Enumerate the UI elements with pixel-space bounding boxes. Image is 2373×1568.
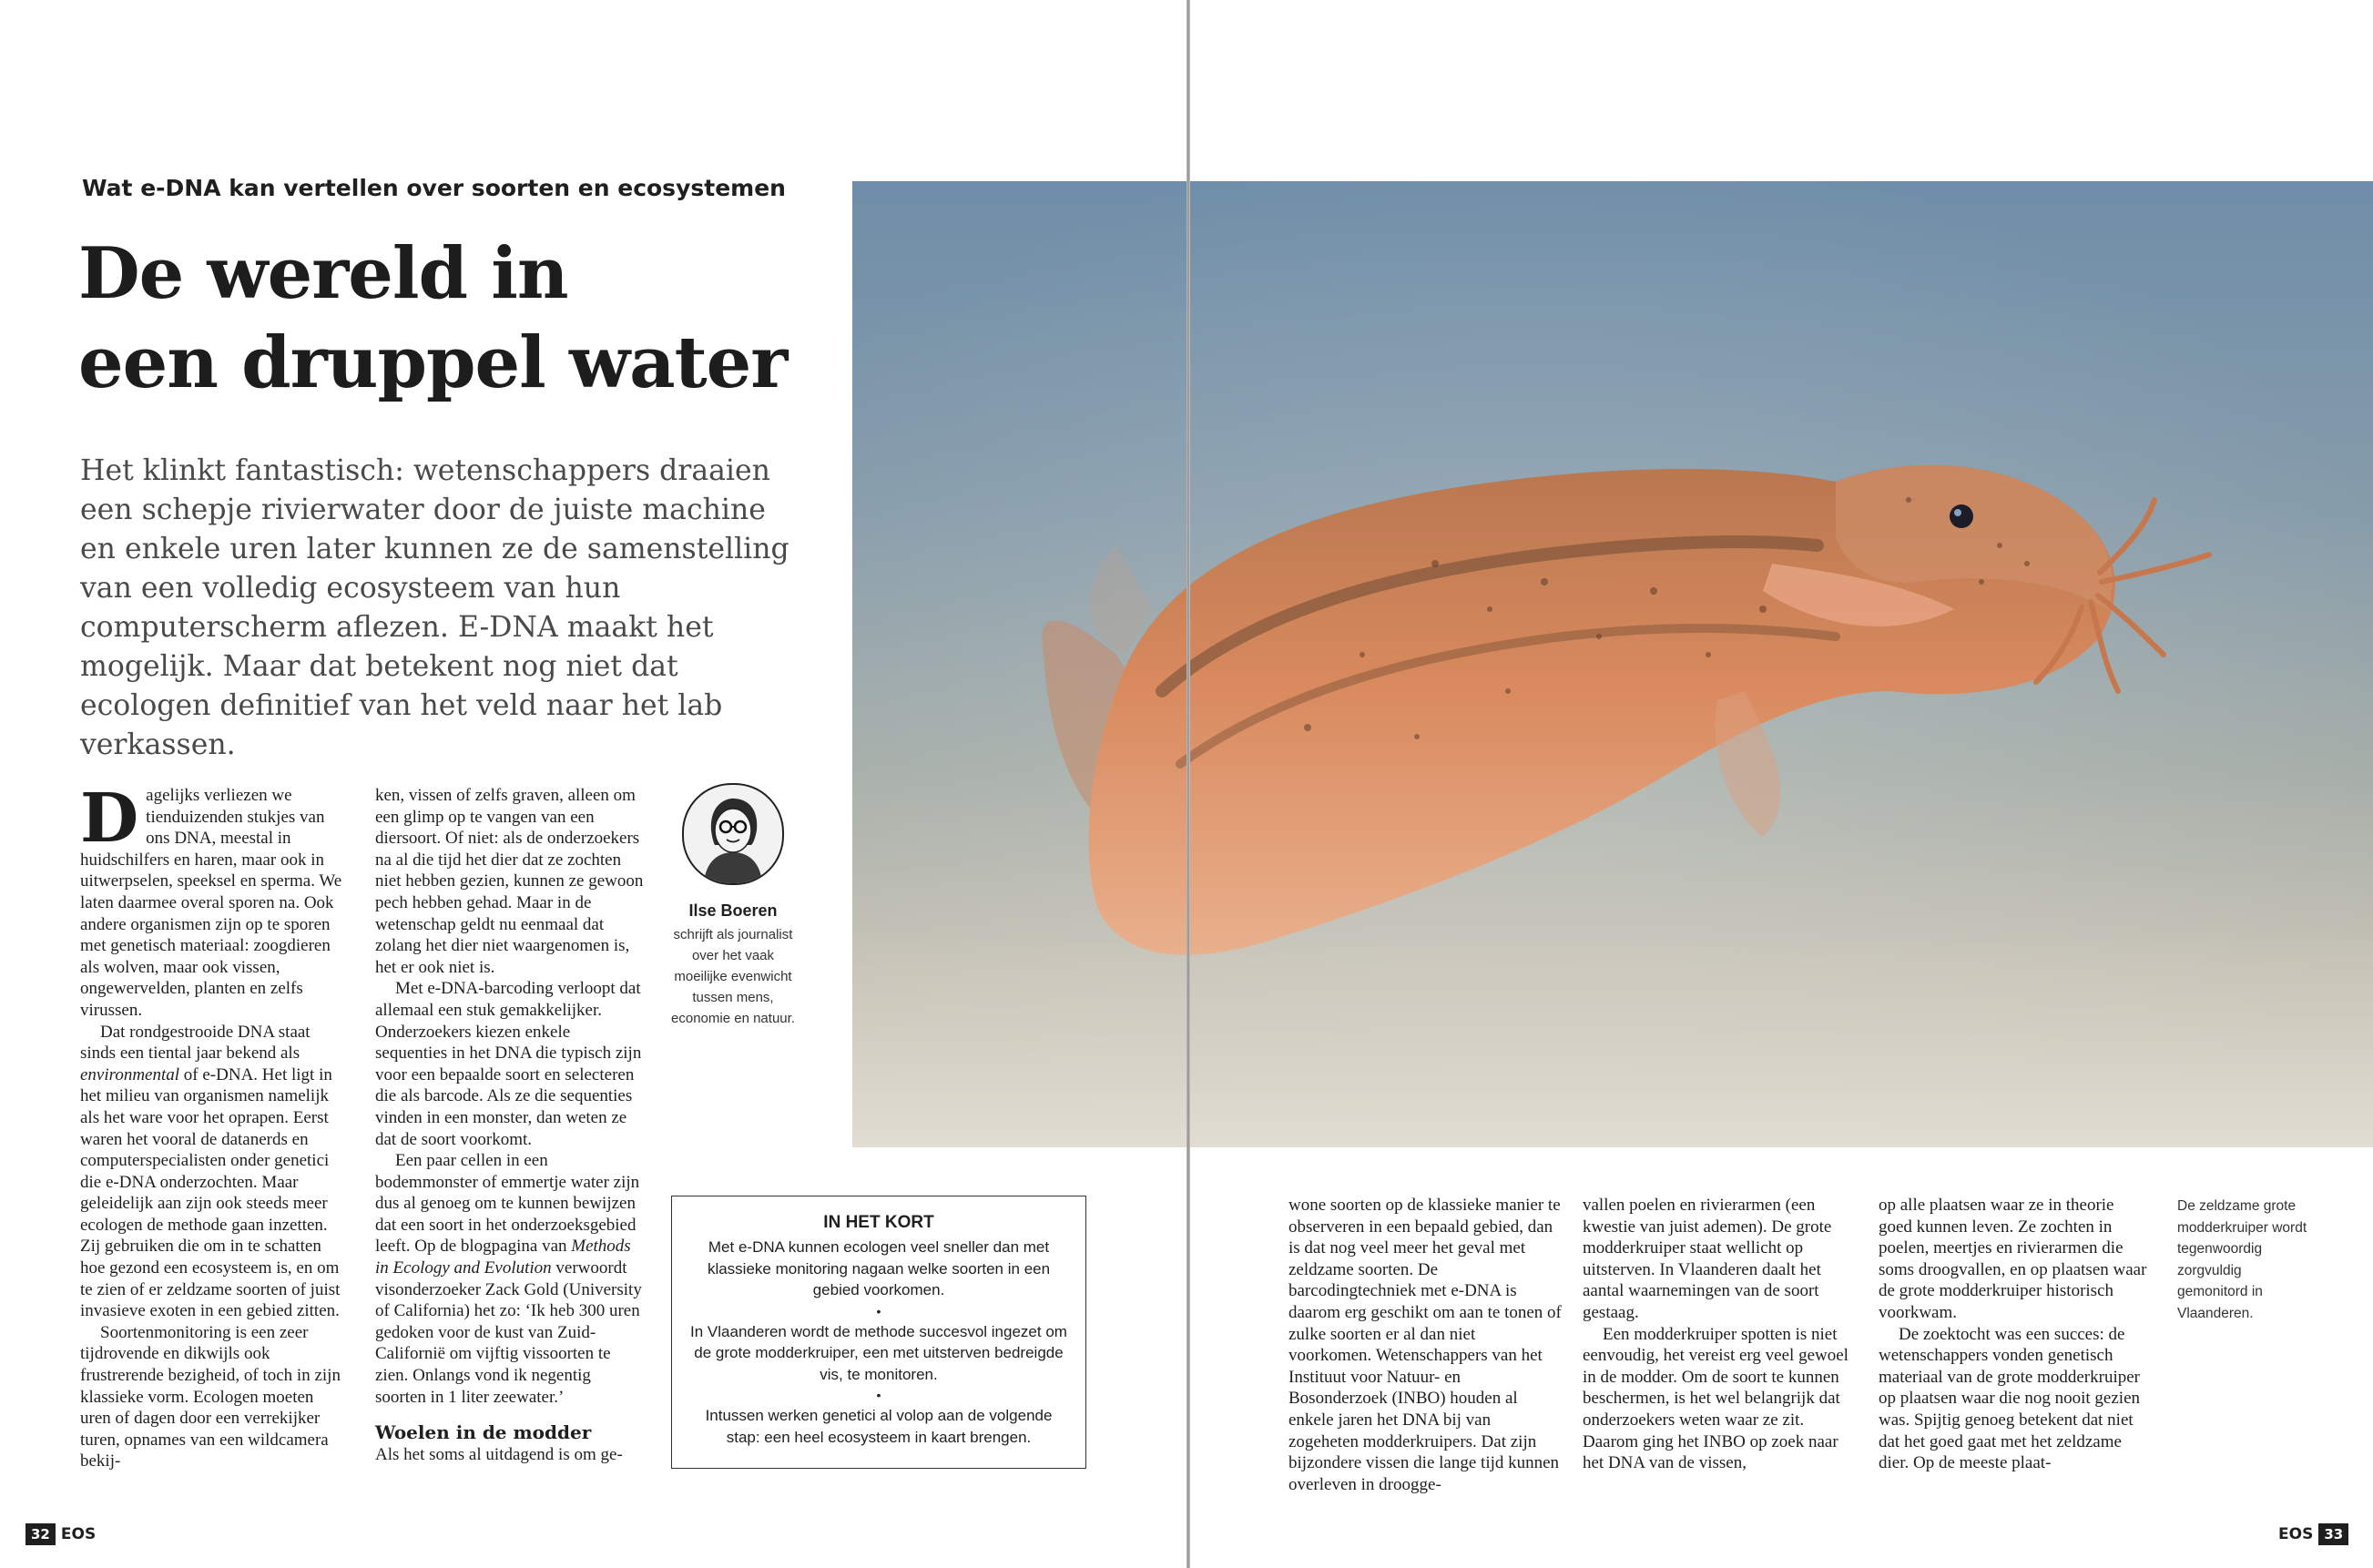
author-avatar (682, 783, 784, 885)
folio-left (25, 1523, 96, 1545)
paragraph: vallen poelen en rivierarmen (een kwestie van juist ademen). De grote modderkruiper staat wellicht op uitsterven. In Vlaanderen daalt het aantal waarnemingen van de soort gestaag. (1583, 1196, 1832, 1322)
fish-photo (852, 181, 2373, 1147)
author-portrait-icon (684, 785, 782, 883)
paragraph: Een modderkruiper spotten is niet eenvoudig, het vereist erg veel gewoel in de modder. Om de soort te kunnen beschermen, is het wel belangrijk dat onderzoekers weten waar ze zit. Daarom ging het INBO op zoek naar het DNA van de vissen, (1583, 1324, 1848, 1473)
author-bio: schrijft als journalist over het vaak moeilijke evenwicht tussen mens, economie en natuur. (671, 927, 795, 1026)
section-subhead: Woelen in de modder (375, 1421, 592, 1444)
author-name: Ilse Boeren (688, 901, 778, 920)
summary-item: In Vlaanderen wordt de methode succesvol ingezet om de grote modderkruiper, een met uitsterven bedreigde vis, te monitoren. (690, 1322, 1067, 1383)
summary-box-title: IN HET KORT (823, 1213, 934, 1232)
paragraph: Dagelijks verliezen we tienduizenden stukjes van ons DNA, meestal in huidschilfers en haren, maar ook in uitwerpselen, speeksel en sperma. We laten daarmee overal sporen na. Ook andere organismen zijn op te sporen met genetisch materiaal: zoogdieren als wolven, maar ook vissen, ongewervelden, planten en zelfs virussen. (80, 779, 342, 1020)
page-number: 33 (2318, 1523, 2348, 1545)
article-lead: Het klinkt fantastisch: wetenschappers draaien een schepje rivierwater door de juiste machine en enkele uren later kunnen ze de samenstelling van een volledig ecosysteem van hun computerscherm aflezen. E-DNA maakt het mogelijk. Maar dat betekent nog niet dat ecologen definitief van het veld naar het lab verkassen. (80, 454, 789, 761)
magazine-name: EOS (2278, 1525, 2314, 1543)
summary-item: Intussen werken genetici al volop aan de volgende stap: een heel ecosysteem in kaart brengen. (705, 1407, 1053, 1446)
body-column-2 (375, 785, 644, 1466)
bullet-separator: • (876, 1303, 881, 1319)
photo-caption: De zeldzame grote modderkruiper wordt tegenwoordig zorgvuldig gemonitord in Vlaanderen. (2177, 1198, 2307, 1321)
magazine-name: EOS (60, 1525, 97, 1543)
paragraph: Soortenmonitoring is een zeer tijdrovende en dikwijls ook frustrerende bezigheid, of toch in zijn klassieke vorm. Ecologen moeten uren of dagen door een verrekijker turen, opnames van een wildcamera bekij- (80, 1322, 341, 1471)
paragraph: Als het soms al uitdagend is om ge- (375, 1445, 623, 1465)
drop-cap: D (80, 779, 139, 858)
paragraph: op alle plaatsen waar ze in theorie goed kunnen leven. Ze zochten in poelen, meertjes en rivierarmen die soms droogvallen, en op plaatsen waar de grote modderkruiper historisch voorkwam. (1879, 1196, 2147, 1322)
paragraph: ken, vissen of zelfs graven, alleen om een glimp op te vangen van een diersoort. Of niet: als de onderzoekers na al die tijd het dier dat ze zochten niet hebben gezien, kunnen ze gewoon pech hebben gehad. Maar in de wetenschap geldt nu eenmaal dat zolang het dier niet waargenomen is, het er ook niet is. (375, 786, 644, 977)
paragraph: wone soorten op de klassieke manier te observeren in een bepaald gebied, dan is dat nog veel meer het geval met zeldzame soorten. De barcodingtechniek met e-DNA is daarom erg geschikt om aan te tonen of zulke soorten er al dan niet voorkomen. Wetenschappers van het Instituut voor Natuur- en Bosonderzoek (INBO) houden al enkele jaren het DNA bij van zogeheten modderkruipers. Dat zijn bijzondere vissen die lange tijd kunnen overleven in droogge- (1288, 1196, 1562, 1494)
paragraph: De zoektocht was een succes: de wetenschappers vonden genetisch materiaal van de grote modderkruiper op plaatsen waar die nog nooit gezien was. Spijtig genoeg betekent dat niet dat het goed gaat met het zeldzame dier. Op de meeste plaat- (1879, 1324, 2141, 1473)
page-number: 32 (25, 1523, 56, 1545)
body-column-5 (1879, 1195, 2152, 1474)
summary-box (671, 1196, 1086, 1469)
body-column-1 (80, 779, 344, 1472)
body-column-3 (1288, 1195, 1562, 1495)
body-column-4 (1583, 1195, 1856, 1474)
weatherfish-illustration (852, 181, 2373, 1147)
folio-right (2278, 1523, 2348, 1545)
bullet-separator: • (876, 1388, 881, 1402)
paragraph: Een paar cellen in een bodemmonster of emmertje water zijn dus al genoeg om te kunnen bewijzen dat een soort in het onderzoeksgebied leeft. Op de blogpagina van Methods in Ecology and Evolution verwoordt visonderzoeker Zack Gold (University of California) het zo: ‘Ik heb 300 uren gedoken voor de kust van Zuid-Californië om vijftig vissoorten te zien. Onlangs vond ik negentig soorten in 1 liter zeewater.’ (375, 1151, 642, 1407)
title-line-1: De wereld in (78, 232, 568, 315)
article-kicker: Wat e-DNA kan vertellen over soorten en ecosystemen (82, 175, 786, 201)
paragraph: Dat rondgestrooide DNA staat sinds een tiental jaar bekend als environmental of e-DNA. Het ligt in het milieu van organismen namelijk als het ware voor het oprapen. Eerst waren het vooral de datanerds en computerspecialisten onder genetici die e-DNA onderzochten. Maar geleidelijk aan zijn ook steeds meer ecologen de methode gaan inzetten. Zij gebruiken die om in te schatten hoe gezond een ecosysteem is, en om te zien of er zeldzame soorten of juist invasieve exoten in een gebied zitten. (80, 1022, 341, 1321)
title-line-2: een druppel water (78, 321, 788, 404)
page-spine (1186, 0, 1190, 1568)
summary-item: Met e-DNA kunnen ecologen veel sneller dan met klassieke monitoring nagaan welke soorten in een gebied voorkomen. (707, 1238, 1051, 1298)
article-title (78, 229, 861, 408)
paragraph: Met e-DNA-barcoding verloopt dat allemaal een stuk gemakkelijker. Onderzoekers kiezen enkele sequenties in het DNA die typisch zijn voor een bepaalde soort en selecteren die als barcode. Als ze die sequenties vinden in een monster, dan weten ze dat de soort voorkomt. (375, 979, 642, 1149)
author-block (665, 783, 801, 1029)
